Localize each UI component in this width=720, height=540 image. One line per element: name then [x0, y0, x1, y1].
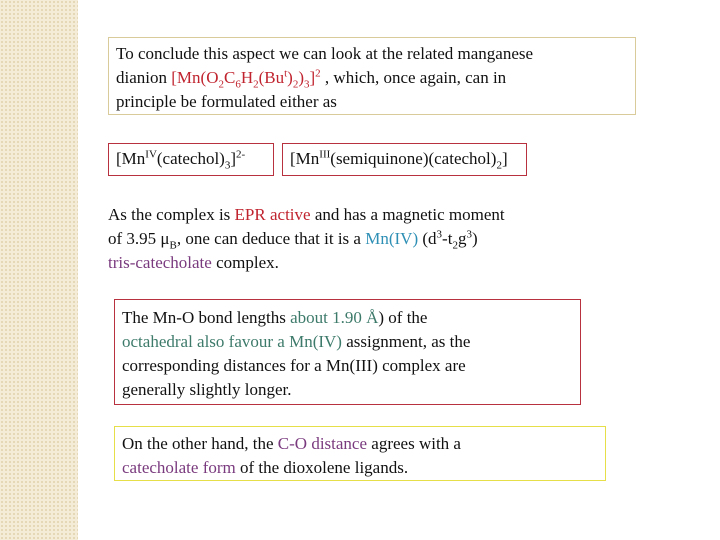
text-fragment: III	[319, 148, 331, 161]
option-mn-iii-semiquinone	[282, 143, 527, 176]
text-fragment: C	[223, 68, 236, 87]
bond-line-1	[122, 306, 580, 330]
co-distance-highlight: C-O distance	[277, 434, 368, 453]
intro-text: , which, once again, can in	[320, 68, 507, 87]
text-fragment: assignment, as the	[341, 332, 471, 351]
epr-line-2	[108, 227, 608, 251]
epr-line-3	[108, 251, 608, 275]
intro-box	[108, 37, 636, 115]
text-fragment: agrees with a	[367, 434, 461, 453]
catecholate-form-highlight: catecholate form	[122, 458, 236, 477]
intro-line-2	[116, 66, 635, 90]
text-fragment: ]	[501, 149, 508, 168]
text-fragment: (Bu	[258, 68, 285, 87]
text-fragment: (catechol)	[156, 149, 225, 168]
option-mn-iv-catechol	[108, 143, 274, 176]
text-fragment: (d	[418, 229, 437, 248]
bond-line-4: generally slightly longer.	[122, 380, 292, 399]
text-fragment: 2	[253, 78, 259, 91]
text-fragment: )	[471, 229, 478, 248]
other-line-2	[122, 456, 605, 480]
text-fragment: 6	[235, 78, 241, 91]
text-fragment: IV	[145, 148, 157, 161]
text-fragment: 3	[436, 228, 443, 241]
text-fragment: ]	[309, 68, 316, 87]
text-fragment: 3	[304, 78, 310, 91]
text-fragment: 3	[466, 228, 472, 241]
text-fragment: t	[284, 67, 288, 80]
text-fragment: (semiquinone)(catechol)	[330, 149, 497, 168]
intro-text: dianion	[116, 68, 172, 87]
intro-line-1: To conclude this aspect we can look at the related manganese	[116, 44, 534, 63]
text-fragment: 2-	[236, 148, 246, 161]
tris-catecholate-highlight: tris-catecholate	[108, 253, 212, 272]
mn-iv-highlight: Mn(IV)	[365, 229, 419, 248]
epr-line-1	[108, 203, 608, 227]
text-fragment: ) of the	[378, 308, 428, 327]
text-fragment: and has a magnetic moment	[310, 205, 505, 224]
text-fragment: complex.	[211, 253, 279, 272]
text-fragment: 2	[218, 78, 224, 91]
bond-line-3: corresponding distances for a Mn(III) complex are	[122, 356, 466, 375]
manganese-dianion-formula	[171, 67, 321, 91]
text-fragment: 2	[315, 67, 321, 80]
text-fragment: [Mn(O	[171, 68, 219, 87]
text-fragment: )	[287, 68, 293, 87]
text-fragment: of the dioxolene ligands.	[235, 458, 409, 477]
text-fragment: g	[457, 229, 467, 248]
co-distance-box	[114, 426, 606, 481]
text-fragment: 3	[224, 159, 231, 172]
bond-length-box	[114, 299, 581, 405]
epr-paragraph	[108, 203, 608, 275]
text-fragment: [Mn	[290, 149, 320, 168]
text-fragment: On the other hand, the	[122, 434, 278, 453]
text-fragment: B	[169, 239, 177, 252]
text-fragment: [Mn	[116, 149, 146, 168]
text-fragment: H	[240, 68, 254, 87]
bond-line-2	[122, 330, 580, 354]
intro-line-3: principle be formulated either as	[116, 92, 337, 111]
bond-length-highlight: about 1.90 Å	[290, 308, 379, 327]
text-fragment: 2	[452, 239, 458, 252]
decorative-side-stripe	[0, 0, 78, 540]
text-fragment: ]	[230, 149, 237, 168]
octahedral-highlight: octahedral also favour a Mn(IV)	[122, 332, 342, 351]
text-fragment: The Mn-O bond lengths	[122, 308, 291, 327]
epr-active-highlight: EPR active	[234, 205, 311, 224]
text-fragment: As the complex is	[108, 205, 235, 224]
text-fragment: , one can deduce that it is a	[176, 229, 366, 248]
text-fragment: of 3.95 μ	[108, 229, 170, 248]
text-fragment: )	[298, 68, 304, 87]
text-fragment: 2	[292, 78, 299, 91]
text-fragment: 2	[496, 159, 502, 172]
text-fragment: -t	[442, 229, 453, 248]
other-line-1	[122, 432, 605, 456]
